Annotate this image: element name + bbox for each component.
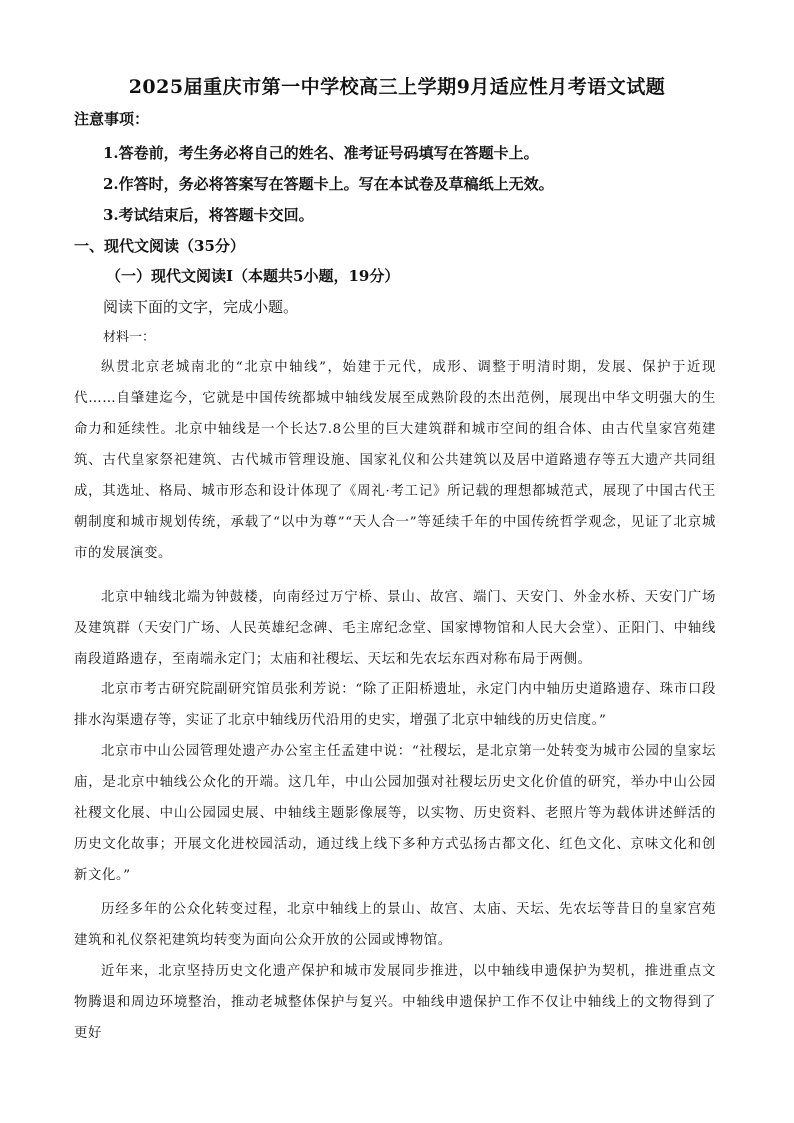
document-title: 2025届重庆市第一中学校高三上学期9月适应性月考语文试题: [128, 76, 666, 98]
notice-item: 3.考试结束后，将答题卡交回。: [103, 206, 314, 224]
notice-item: 2.作答时，务必将答案写在答题卡上。写在本试卷及草稿纸上无效。: [103, 175, 554, 193]
notice-heading: 注意事项：: [74, 110, 150, 128]
section-heading: 一、现代文阅读（35分）: [74, 237, 245, 255]
passage-paragraph: 北京中轴线北端为钟鼓楼，向南经过万宁桥、景山、故宫、端门、天安门、外金水桥、天安门广场及建筑群（天安门广场、人民英雄纪念碑、毛主席纪念堂、国家博物馆和人民大会堂）、正阳门、中轴线南段道路遗存，至南端永定门；太庙和社稷坛、天坛和先农坛东西对称布局于两侧。: [74, 590, 716, 667]
passage-paragraph: 近年来，北京坚持历史文化遗产保护和城市发展同步推进，以中轴线申遗保护为契机，推进重点文物腾退和周边环境整治，推动老城整体保护与复兴。中轴线申遗保护工作不仅让中轴线上的文物得到了更好: [74, 964, 716, 1041]
subsection-heading: （一）现代文阅读Ⅰ（本题共5小题，19分）: [106, 267, 400, 285]
notice-item: 1.答卷前，考生务必将自己的姓名、准考证号码填写在答题卡上。: [103, 144, 539, 162]
material-label: 材料一：: [103, 330, 156, 345]
passage-paragraph: 历经多年的公众化转变过程，北京中轴线上的景山、故宫、太庙、天坛、先农坛等昔日的皇家宫苑建筑和礼仪祭祀建筑均转变为面向公众开放的公园或博物馆。: [74, 902, 716, 948]
passage-paragraph: 纵贯北京老城南北的“北京中轴线”，始建于元代，成形、调整于明清时期，发展、保护于近现代……自肇建迄今，它就是中国传统都城中轴线发展至成熟阶段的杰出范例，展现出中华文明强大的生命力和延续性。北京中轴线是一个长达7.8公里的巨大建筑群和城市空间的组合体、由古代皇家宫苑建筑、古代皇家祭祀建筑、古代城市管理设施、国家礼仪和公共建筑以及居中道路遗存等五大遗产共同组成，其选址、格局、城市形态和设计体现了《周礼·考工记》所记载的理想都城范式，展现了中国古代王朝制度和城市规划传统，承载了“以中为尊”“天人合一”等延续千年的中国传统哲学观念，见证了北京城市的发展演变。: [74, 360, 716, 561]
passage-paragraph: 北京市考古研究院副研究馆员张利芳说：“除了正阳桥遗址，永定门内中轴历史道路遗存、珠市口段排水沟渠遗存等，实证了北京中轴线历代沿用的史实，增强了北京中轴线的历史信度。”: [74, 682, 716, 728]
passage-paragraph: 北京市中山公园管理处遗产办公室主任孟建中说：“社稷坛，是北京第一处转变为城市公园的皇家坛庙，是北京中轴线公众化的开端。这几年，中山公园加强对社稷坛历史文化价值的研究，举办中山公园社稷文化展、中山公园园史展、中轴线主题影像展等，以实物、历史资料、老照片等为载体讲述鲜活的历史文化故事；开展文化进校园活动，通过线上线下多种方式弘扬古都文化、红色文化、京味文化和创新文化。”: [74, 744, 716, 883]
instruction-text: 阅读下面的文字，完成小题。: [103, 298, 299, 316]
